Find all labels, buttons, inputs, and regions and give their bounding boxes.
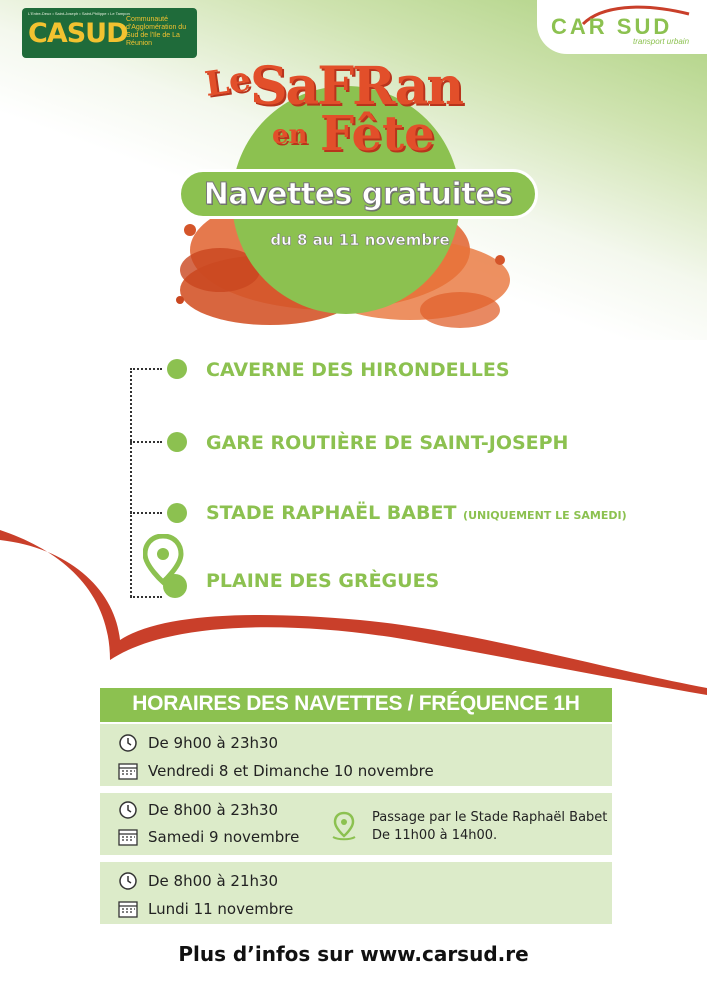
clock-icon xyxy=(118,871,138,891)
title-safran: SaFRan xyxy=(250,56,463,117)
schedule-days: Lundi 11 novembre xyxy=(148,900,294,918)
festival-dates: du 8 au 11 novembre xyxy=(270,231,450,249)
carsud-wordmark: CAR SUD xyxy=(551,14,673,39)
calendar-icon xyxy=(118,899,138,919)
stop-label: GARE ROUTIÈRE DE SAINT-JOSEPH xyxy=(206,432,569,454)
headline: Navettes gratuites xyxy=(203,177,513,212)
carsud-subtitle: transport urbain xyxy=(633,37,690,46)
headline-pill xyxy=(178,169,538,219)
festival-title xyxy=(200,56,520,162)
schedule-hours: De 8h00 à 23h30 xyxy=(148,801,279,819)
stop-item xyxy=(0,431,707,461)
schedule-title: HORAIRES DES NAVETTES / FRÉQUENCE 1H xyxy=(132,692,580,715)
clock-icon xyxy=(118,733,138,753)
stop-circle-icon xyxy=(167,503,187,523)
schedule-block xyxy=(100,862,612,924)
calendar-icon xyxy=(118,761,138,781)
stop-label-text: STADE RAPHAËL BABET xyxy=(206,502,457,524)
casud-logo xyxy=(22,8,197,58)
schedule-hours: De 9h00 à 23h30 xyxy=(148,734,279,752)
schedule-days: Samedi 9 novembre xyxy=(148,828,300,846)
title-en: en xyxy=(272,120,308,150)
stop-note: (UNIQUEMENT LE SAMEDI) xyxy=(463,509,627,522)
casud-wordmark: CASUD xyxy=(28,18,128,49)
stop-item xyxy=(0,502,707,532)
stop-label xyxy=(206,502,627,524)
stop-item xyxy=(0,358,707,388)
stadium-note xyxy=(372,809,607,845)
footer-info: Plus d’infos sur www.carsud.re xyxy=(178,942,529,966)
title-fete: Fête xyxy=(320,106,435,162)
casud-subtitle: Communauté d'Agglomération du Sud de l'Ile de La Réunion xyxy=(126,16,187,47)
carsud-logo xyxy=(537,0,707,54)
stop-label: CAVERNE DES HIRONDELLES xyxy=(206,359,510,381)
calendar-icon xyxy=(118,827,138,847)
stadium-note-line1: Passage par le Stade Raphaël Babet xyxy=(372,810,608,825)
title-le: Le xyxy=(202,59,254,105)
clock-icon xyxy=(118,800,138,820)
schedule-days: Vendredi 8 et Dimanche 10 novembre xyxy=(148,762,434,780)
stadium-note-line2: De 11h00 à 14h00. xyxy=(372,828,498,843)
stop-circle-icon xyxy=(167,432,187,452)
location-pin-icon xyxy=(330,811,358,841)
stop-circle-icon xyxy=(167,359,187,379)
stop-label: PLAINE DES GRÈGUES xyxy=(206,570,440,592)
red-swoosh-decoration xyxy=(0,530,707,700)
schedule-block xyxy=(100,724,612,786)
schedule-hours: De 8h00 à 21h30 xyxy=(148,872,279,890)
schedule-block xyxy=(100,793,612,855)
schedule-header xyxy=(100,688,612,722)
casud-tagline: L'Entre-Deux • Saint-Joseph • Saint-Philippe • Le Tampon xyxy=(28,11,130,16)
